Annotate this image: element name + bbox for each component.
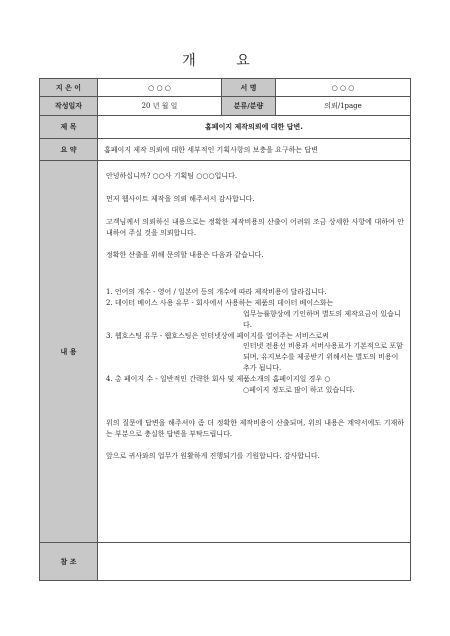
closing-text: 앞으로 귀사와의 업무가 원활하게 진행되기를 기원합니다. 감사합니다. <box>106 452 320 461</box>
list-item-continuation: 인터넷 전용선 비용과 서버사용료가 기본적으로 포함되며, 유지보수를 제공받기 위해서는 별도의 비용이 추가 됩니다. <box>243 342 403 373</box>
reference-value <box>98 543 411 581</box>
category-label: 분류/분량 <box>222 97 276 116</box>
list-item-continuation: ○페이지 정도로 많이 하고 있습니다. <box>243 385 355 394</box>
document-title: 개 요 <box>182 53 268 69</box>
list-item-text: 4. 총 페이지 수 - 일반적인 간략한 회사 및 제품소개의 홈페이지일 경우 ○ <box>106 374 331 383</box>
greeting-text: 안녕하십니까? ○○사 기획팀 ○○○입니다. <box>106 172 238 180</box>
date-value: 20 년 월 일 <box>98 97 222 116</box>
thanks-text: 먼저 웹사이트 제작을 의뢰 해주셔서 감사합니다. <box>106 194 255 203</box>
list-item <box>106 287 404 298</box>
summary-row <box>40 139 411 161</box>
closing-section <box>106 418 404 463</box>
reference-row <box>40 543 411 581</box>
list-item <box>106 298 404 331</box>
list-item-text: 1. 언어의 개수 - 영어 / 일본어 등의 개수에 따라 제작비용이 달라집니다. <box>106 288 327 297</box>
author-row <box>40 79 411 97</box>
content-body <box>98 161 411 543</box>
list-item-text: 3. 웹호스팅 유무 - 웹호스팅은 인터넷상에 페이지를 열어주는 서비스로써 <box>106 331 329 340</box>
overview-form <box>39 78 411 581</box>
content-row <box>40 161 411 543</box>
list-item-text: 2. 데이터 베이스 사용 유무 - 회사에서 사용하는 제품의 데이터 베이스화는 <box>106 299 334 308</box>
signature-label: 서 명 <box>222 79 276 97</box>
request-text: 위의 질문에 답변을 해주셔야 좀 더 정확한 제작비용이 산출되며, 위의 내용은 계약서에도 기재하는 부분으로 충실한 답변을 부탁드립니다. <box>106 418 404 438</box>
lead-text: 정확한 산출을 위해 문의할 내용은 다음과 같습니다. <box>106 251 264 260</box>
subject-value: 홈페이지 제작의뢰에 대한 답변. <box>98 116 411 139</box>
subject-label: 제 목 <box>40 116 98 139</box>
author-value: ○ ○ ○ <box>98 79 222 97</box>
summary-value: 홈페이지 제작 의뢰에 대한 세부적인 기획사항의 보충을 요구하는 답변 <box>98 139 411 161</box>
summary-label: 요 약 <box>40 139 98 161</box>
list-item <box>106 331 404 374</box>
date-row <box>40 97 411 116</box>
question-list <box>106 287 404 395</box>
list-item-continuation: 업무능률향상에 기인하며 별도의 제작요금이 있습니다. <box>243 309 401 329</box>
category-value: 의뢰/1page <box>276 97 411 116</box>
reference-label: 참 조 <box>40 543 98 581</box>
subject-row <box>40 116 411 139</box>
date-label: 작성일자 <box>40 97 98 116</box>
intro-text: 고객님께서 의뢰하신 내용으로는 정확한 제작비용의 산출이 어려워 조금 상세한 사항에 대하여 안내하여 주실 것을 의뢰합니다. <box>106 217 404 237</box>
content-label: 내 용 <box>40 161 98 543</box>
signature-value: ○ ○ ○ <box>276 79 411 97</box>
list-item <box>106 374 404 396</box>
author-label: 지 은 이 <box>40 79 98 97</box>
